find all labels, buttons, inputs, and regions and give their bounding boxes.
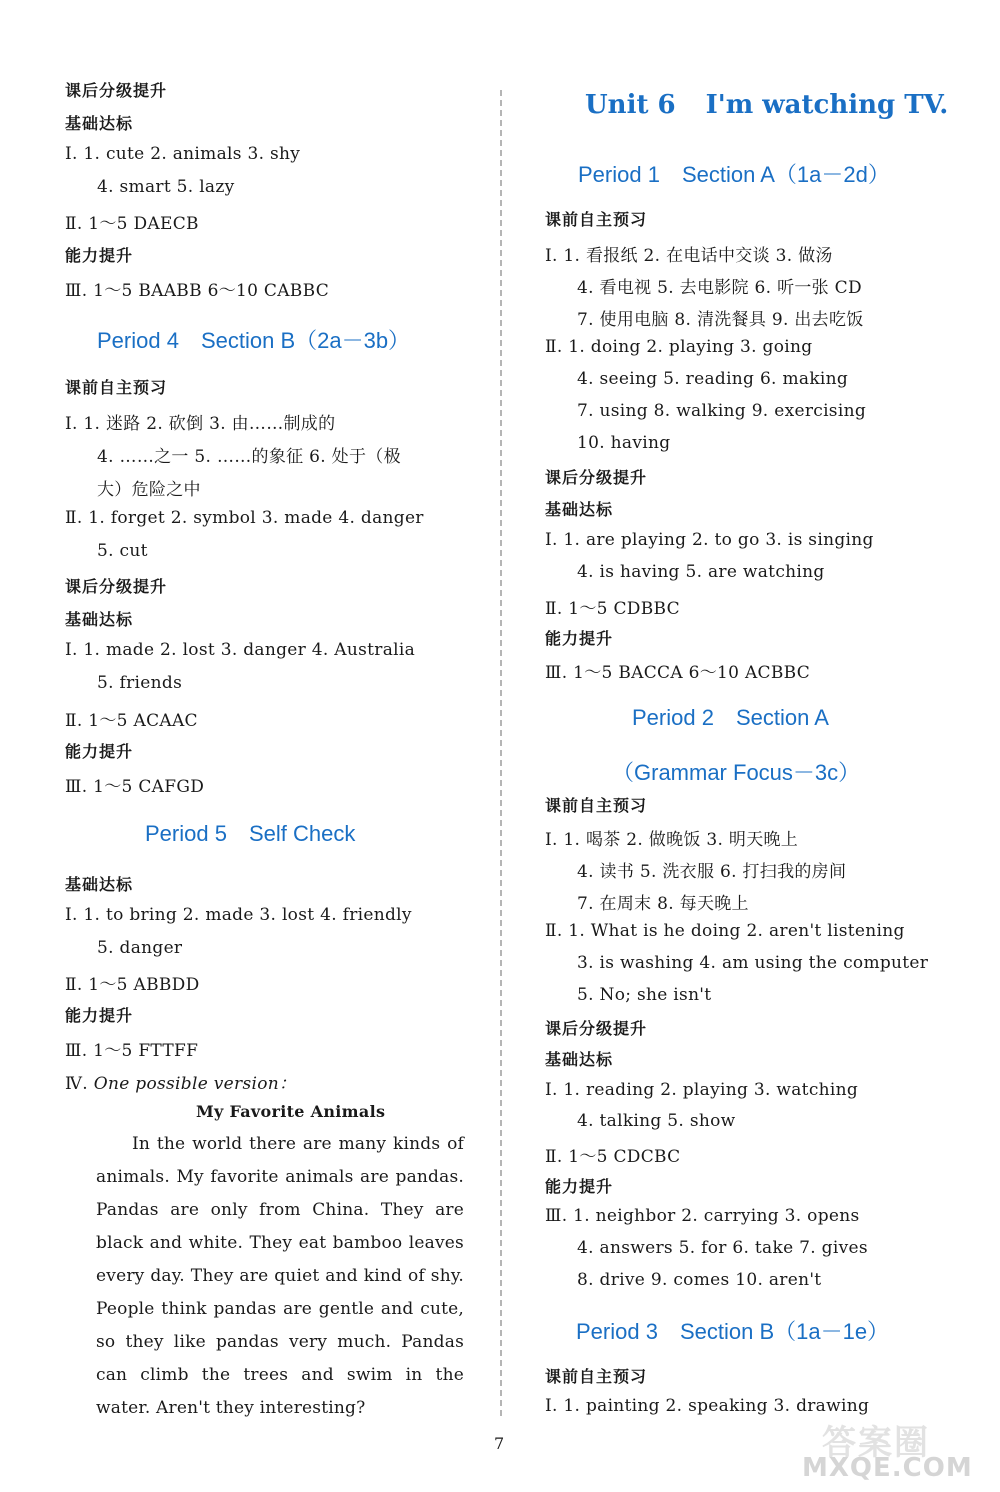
answer-line: Ⅰ. 1. to bring 2. made 3. lost 4. friendly [65, 905, 412, 925]
answer-line: 5. friends [97, 673, 183, 693]
period-label: Period 5 [145, 821, 227, 846]
subsection-heading: 能力提升 [545, 629, 614, 648]
period-heading [145, 821, 377, 847]
column-divider [500, 90, 502, 1420]
subsection-heading: 能力提升 [65, 742, 134, 761]
answer-line: 7. using 8. walking 9. exercising [577, 401, 866, 421]
answer-line: Ⅱ. 1. doing 2. playing 3. going [545, 337, 813, 357]
section-heading: 课前自主预习 [545, 1367, 648, 1386]
subsection-heading: 基础达标 [65, 875, 134, 894]
section-heading: 课前自主预习 [65, 378, 168, 397]
unit-number: Unit 6 [585, 90, 676, 120]
answer-line: Ⅰ. 1. 喝茶 2. 做晚饭 3. 明天晚上 [545, 830, 799, 850]
answer-line: Ⅱ. 1～5 CDCBC [545, 1147, 681, 1167]
section-heading: 课后分级提升 [65, 81, 168, 100]
answer-line: 5. cut [97, 541, 148, 561]
unit-title [585, 90, 978, 120]
answer-line: 8. drive 9. comes 10. aren't [577, 1270, 822, 1290]
subsection-heading: 基础达标 [65, 610, 134, 629]
subsection-heading: 基础达标 [545, 1050, 614, 1069]
answer-line: 4. 读书 5. 洗衣服 6. 打扫我的房间 [577, 862, 847, 882]
answer-line: Ⅱ. 1. What is he doing 2. aren't listening [545, 921, 905, 941]
answer-line: 5. danger [97, 938, 183, 958]
section-label: Section A [735, 705, 829, 730]
section-label: Section B（1a－1e） [679, 1319, 890, 1344]
unit-name: I'm watching TV. [705, 90, 949, 120]
answer-line: 5. No; she isn't [577, 985, 712, 1005]
answer-line: Ⅱ. 1～5 CDBBC [545, 599, 680, 619]
section-heading: 课后分级提升 [65, 577, 168, 596]
answer-line: Ⅲ. 1～5 FTTFF [65, 1041, 199, 1061]
answer-line: 4. seeing 5. reading 6. making [577, 369, 849, 389]
answer-line: 4. 看电视 5. 去电影院 6. 听一张 CD [577, 278, 862, 298]
subsection-heading: 能力提升 [65, 246, 134, 265]
answer-line: Ⅱ. 1～5 DAECB [65, 214, 199, 234]
answer-line: 4. ……之一 5. ……的象征 6. 处于（极 [97, 447, 401, 467]
subsection-heading: 能力提升 [545, 1177, 614, 1196]
answer-line: 3. is washing 4. am using the computer [577, 953, 929, 973]
answer-line: Ⅰ. 1. reading 2. playing 3. watching [545, 1080, 859, 1100]
answer-line: Ⅰ. 1. 迷路 2. 砍倒 3. 由……制成的 [65, 414, 336, 434]
answer-line: 4. talking 5. show [577, 1111, 736, 1131]
period-heading [578, 158, 912, 189]
period-label: Period 1 [578, 162, 660, 187]
answer-line: 4. answers 5. for 6. take 7. gives [577, 1238, 868, 1258]
item-number: Ⅳ. [65, 1074, 88, 1094]
watermark-logo [802, 1415, 982, 1485]
watermark-url-text: MXQE.COM [802, 1453, 973, 1483]
answer-line: Ⅱ. 1～5 ABBDD [65, 975, 200, 995]
answer-line: Ⅲ. 1～5 BACCA 6～10 ACBBC [545, 663, 811, 683]
answer-line: 大）危险之中 [97, 480, 201, 500]
period-heading [97, 324, 432, 355]
version-label: One possible version： [93, 1074, 297, 1094]
answer-line: Ⅰ. 1. cute 2. animals 3. shy [65, 144, 301, 164]
answer-line: Ⅲ. 1～5 BAABB 6～10 CABBC [65, 281, 330, 301]
answer-line: 10. having [577, 433, 671, 453]
section-label: Self Check [248, 821, 356, 846]
subsection-heading: 能力提升 [65, 1006, 134, 1025]
page-number: 7 [494, 1434, 505, 1453]
answer-line: Ⅱ. 1～5 ACAAC [65, 711, 198, 731]
essay-text: In the world there are many kinds of animals. My favorite animals are pandas. Pandas are only from China. They are black and white. They eat bamboo leaves every day. They are quiet and kind of shy. People think pandas are gentle and cute, so they like pandas very much. Pandas can climb the trees and swim in the water. Aren't they interesting? [96, 1134, 464, 1418]
subsection-heading: 基础达标 [65, 114, 134, 133]
section-heading: 课后分级提升 [545, 468, 648, 487]
section-heading: 课后分级提升 [545, 1019, 648, 1038]
watermark-top-text: 答案圈 [822, 1423, 930, 1463]
period-subheading: （Grammar Focus－3c） [612, 760, 861, 785]
period-label: Period 2 [632, 705, 714, 730]
answer-line: Ⅰ. 1. made 2. lost 3. danger 4. Australia [65, 640, 416, 660]
answer-line: 4. smart 5. lazy [97, 177, 235, 197]
answer-line [65, 1069, 296, 1094]
answer-line: Ⅰ. 1. 看报纸 2. 在电话中交谈 3. 做汤 [545, 246, 833, 266]
answer-line: Ⅲ. 1. neighbor 2. carrying 3. opens [545, 1206, 860, 1226]
section-label: Section B（2a－3b） [200, 328, 411, 353]
section-heading: 课前自主预习 [545, 796, 648, 815]
period-heading [576, 1315, 911, 1346]
period-label: Period 3 [576, 1319, 658, 1344]
answer-line: Ⅱ. 1. forget 2. symbol 3. made 4. danger [65, 508, 424, 528]
section-heading: 课前自主预习 [545, 210, 648, 229]
subsection-heading: 基础达标 [545, 500, 614, 519]
period-heading [632, 705, 851, 731]
essay-title: My Favorite Animals [196, 1102, 386, 1121]
answer-line: Ⅰ. 1. are playing 2. to go 3. is singing [545, 530, 874, 550]
answer-line: 7. 使用电脑 8. 清洗餐具 9. 出去吃饭 [577, 310, 864, 330]
essay-body [96, 1128, 464, 1425]
answer-line: 7. 在周末 8. 每天晚上 [577, 894, 749, 914]
answer-line: Ⅲ. 1～5 CAFGD [65, 777, 205, 797]
answer-line: 4. is having 5. are watching [577, 562, 825, 582]
period-label: Period 4 [97, 328, 179, 353]
answer-line: Ⅰ. 1. painting 2. speaking 3. drawing [545, 1396, 870, 1416]
section-label: Section A（1a－2d） [681, 162, 890, 187]
